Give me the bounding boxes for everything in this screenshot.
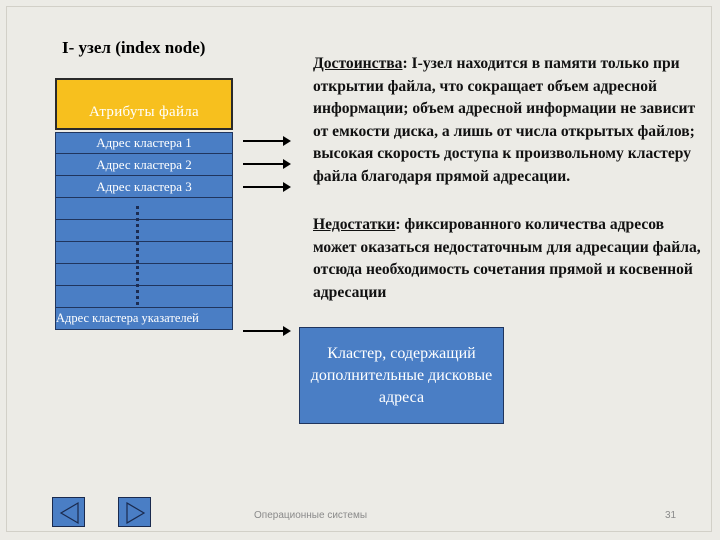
ellipsis-dots bbox=[136, 206, 141, 305]
pointer-cluster-address: Адрес кластера указателей bbox=[55, 308, 233, 330]
footer-course: Операционные системы bbox=[254, 510, 368, 521]
arrow-right-icon bbox=[243, 140, 287, 142]
advantages-paragraph bbox=[313, 53, 701, 189]
cluster-box: Кластер, содержащий дополнительные дисковые адреса bbox=[299, 327, 504, 424]
arrow-right-icon bbox=[243, 163, 287, 165]
arrow-right-icon bbox=[243, 330, 287, 332]
empty-address-cell bbox=[55, 242, 233, 264]
back-button[interactable] bbox=[52, 497, 85, 527]
attributes-cell: Атрибуты файла bbox=[55, 78, 233, 130]
advantages-heading: Достоинства bbox=[313, 55, 403, 72]
inode-structure bbox=[55, 78, 233, 330]
disadvantages-text: : фиксированного количества адресов может оказаться недостаточным для адресации файла, отсюда необходимость сочетания прямой и косвенной адресации bbox=[313, 216, 701, 301]
forward-button[interactable] bbox=[118, 497, 151, 527]
triangle-left-icon bbox=[53, 498, 86, 528]
disadvantages-heading: Недостатки bbox=[313, 216, 396, 233]
arrow-right-icon bbox=[243, 186, 287, 188]
empty-address-cell bbox=[55, 286, 233, 308]
triangle-right-icon bbox=[119, 498, 152, 528]
empty-address-cell bbox=[55, 220, 233, 242]
slide-title: I- узел (index node) bbox=[62, 38, 206, 57]
cluster-address-3: Адрес кластера 3 bbox=[55, 176, 233, 198]
cluster-address-2: Адрес кластера 2 bbox=[55, 154, 233, 176]
page-number: 31 bbox=[665, 510, 677, 521]
cluster-address-1: Адрес кластера 1 bbox=[55, 132, 233, 154]
empty-address-cell bbox=[55, 198, 233, 220]
empty-address-cell bbox=[55, 264, 233, 286]
disadvantages-paragraph bbox=[313, 214, 701, 304]
advantages-text: : I-узел находится в памяти только при открытии файла, что сокращает объем адресной информации; объем адресной информации не зависит от емкости диска, а лишь от числа открытых файлов; высокая скорость доступа к произвольному кластеру файла благодаря прямой адресации. bbox=[313, 55, 696, 185]
